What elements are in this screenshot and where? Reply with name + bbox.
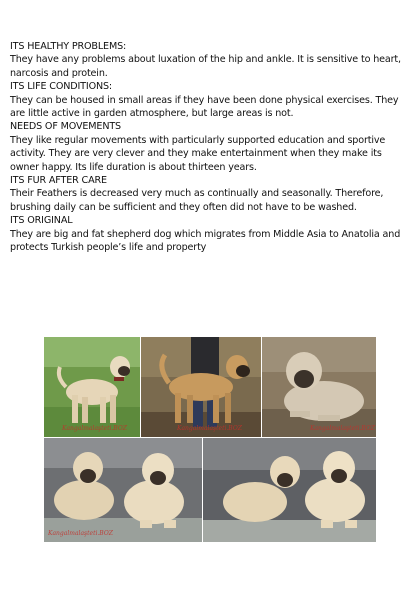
dog-photo-collage <box>44 337 376 542</box>
heading-needs-of-movements: NEEDS OF MOVEMENTS <box>10 121 121 133</box>
body-fur-after-care: Their Feathers is decreased very much as continually and seasonally. Therefore, brushing daily can be sufficient and they often did not have to be washed. <box>10 188 384 213</box>
puppies-photo-right <box>203 438 376 542</box>
body-its-original: They are big and fat shepherd dog which migrates from Middle Asia to Anatolia and protects Turkish people’s life and property <box>10 228 401 254</box>
heading-fur-after-care: ITS FUR AFTER CARE <box>10 175 107 187</box>
dog-photo-lying <box>262 337 376 437</box>
body-needs-of-movements: They like regular movements with particularly supported education and sportive activity. They are very clever and they make entertainment when they make its owner happy. Its life duration is about thirteen years. <box>10 134 386 173</box>
puppies-photo-left <box>44 438 202 542</box>
dog-photo-standing-grass <box>44 337 140 437</box>
body-life-conditions: They can be housed in small areas if they have been done physical exercises. They are little active in garden atmosphere, but large areas is not. <box>10 94 399 120</box>
watermark: Kangalmalaşteti.BOZ <box>177 425 242 432</box>
heading-its-original: ITS ORIGINAL <box>10 215 73 227</box>
document-text <box>10 40 408 255</box>
watermark: Kangalmalaşteti.BOZ <box>310 425 375 432</box>
dog-photo-with-person <box>141 337 261 437</box>
body-healthy-problems: They have any problems about luxation of the hip and ankle. It is sensitive to heart, narcosis and protein. <box>10 54 401 79</box>
heading-life-conditions: ITS LIFE CONDITIONS: <box>10 81 113 93</box>
watermark: Kangalmalaşteti.BOZ <box>62 425 127 432</box>
heading-healthy-problems: ITS HEALTHY PROBLEMS: <box>10 41 127 52</box>
watermark: Kangalmalaşteti.BOZ <box>48 530 113 537</box>
